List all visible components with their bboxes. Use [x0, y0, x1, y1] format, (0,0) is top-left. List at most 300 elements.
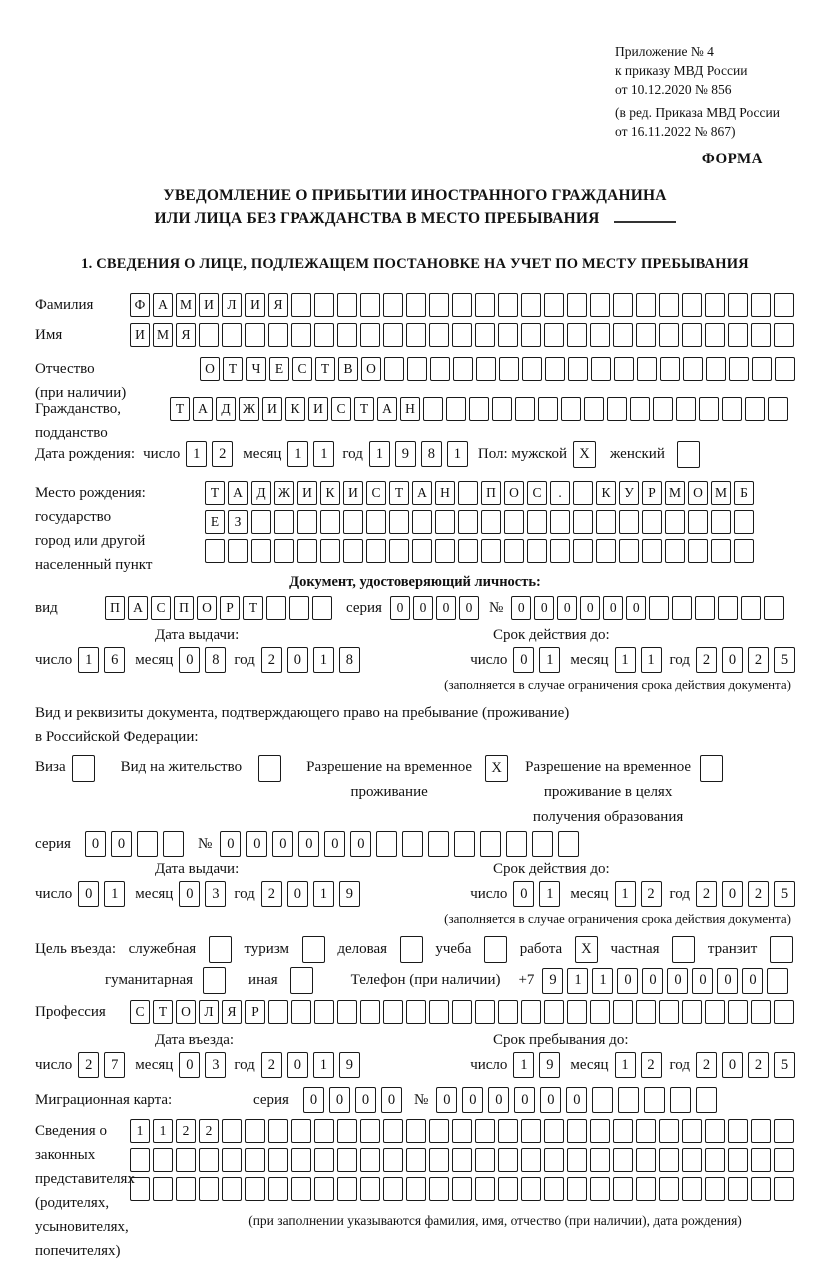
digit-cell[interactable]: 1 — [104, 881, 125, 907]
digit-cell[interactable]: 1 — [641, 647, 662, 673]
char-cell[interactable] — [521, 323, 541, 347]
char-cell[interactable] — [475, 293, 495, 317]
digit-cell[interactable]: 0 — [514, 1087, 535, 1113]
digit-cell[interactable]: 0 — [722, 1052, 743, 1078]
char-cell[interactable] — [728, 1148, 748, 1172]
char-cell[interactable] — [337, 1148, 357, 1172]
digit-cell[interactable]: 0 — [742, 968, 763, 994]
char-cell[interactable] — [768, 397, 788, 421]
char-cell[interactable]: З — [228, 510, 248, 534]
char-cell[interactable] — [469, 397, 489, 421]
char-cell[interactable]: А — [128, 596, 148, 620]
digit-cell[interactable]: 0 — [298, 831, 319, 857]
char-cell[interactable]: М — [153, 323, 173, 347]
char-cell[interactable] — [406, 293, 426, 317]
char-cell[interactable]: Т — [315, 357, 335, 381]
digit-cell[interactable]: 0 — [78, 881, 99, 907]
digit-cell[interactable] — [402, 831, 423, 857]
digit-cell[interactable]: 8 — [205, 647, 226, 673]
char-cell[interactable] — [384, 357, 404, 381]
char-cell[interactable] — [515, 397, 535, 421]
char-cell[interactable] — [683, 357, 703, 381]
char-cell[interactable] — [544, 323, 564, 347]
char-cell[interactable] — [452, 293, 472, 317]
char-cell[interactable] — [314, 1148, 334, 1172]
digit-cell[interactable]: 0 — [220, 831, 241, 857]
digit-cell[interactable]: 1 — [513, 1052, 534, 1078]
char-cell[interactable] — [573, 510, 593, 534]
char-cell[interactable] — [452, 1000, 472, 1024]
digit-cell[interactable] — [670, 1087, 691, 1113]
char-cell[interactable]: Ж — [274, 481, 294, 505]
char-cell[interactable] — [222, 1119, 242, 1143]
digit-cell[interactable]: 0 — [540, 1087, 561, 1113]
char-cell[interactable] — [636, 1177, 656, 1201]
digit-cell[interactable]: 3 — [205, 1052, 226, 1078]
char-cell[interactable]: А — [153, 293, 173, 317]
char-cell[interactable] — [320, 539, 340, 563]
char-cell[interactable] — [297, 510, 317, 534]
char-cell[interactable] — [613, 1000, 633, 1024]
char-cell[interactable] — [498, 1148, 518, 1172]
char-cell[interactable] — [406, 323, 426, 347]
char-cell[interactable]: 0 — [459, 596, 479, 620]
char-cell[interactable] — [492, 397, 512, 421]
char-cell[interactable] — [291, 1119, 311, 1143]
char-cell[interactable] — [590, 1148, 610, 1172]
char-cell[interactable]: . — [550, 481, 570, 505]
char-cell[interactable]: О — [176, 1000, 196, 1024]
char-cell[interactable] — [274, 539, 294, 563]
digit-cell[interactable]: 0 — [287, 1052, 308, 1078]
char-cell[interactable] — [550, 539, 570, 563]
digit-cell[interactable]: 1 — [313, 441, 334, 467]
digit-cell[interactable]: 0 — [355, 1087, 376, 1113]
char-cell[interactable] — [613, 293, 633, 317]
char-cell[interactable] — [504, 539, 524, 563]
char-cell[interactable] — [407, 357, 427, 381]
digit-cell[interactable]: 7 — [104, 1052, 125, 1078]
digit-cell[interactable]: 6 — [104, 647, 125, 673]
char-cell[interactable] — [705, 1177, 725, 1201]
char-cell[interactable] — [360, 293, 380, 317]
char-cell[interactable] — [636, 1148, 656, 1172]
char-cell[interactable] — [476, 357, 496, 381]
char-cell[interactable] — [682, 293, 702, 317]
purpose-work-checkbox[interactable]: X — [575, 936, 598, 963]
digit-cell[interactable] — [163, 831, 184, 857]
char-cell[interactable]: 0 — [390, 596, 410, 620]
residence-permit-checkbox[interactable] — [258, 755, 281, 782]
char-cell[interactable] — [320, 510, 340, 534]
digit-cell[interactable]: 1 — [313, 881, 334, 907]
char-cell[interactable] — [734, 539, 754, 563]
char-cell[interactable] — [274, 510, 294, 534]
char-cell[interactable] — [314, 1000, 334, 1024]
char-cell[interactable] — [734, 510, 754, 534]
char-cell[interactable] — [590, 1177, 610, 1201]
digit-cell[interactable]: 2 — [261, 881, 282, 907]
char-cell[interactable] — [521, 1000, 541, 1024]
char-cell[interactable] — [205, 539, 225, 563]
char-cell[interactable] — [636, 1119, 656, 1143]
char-cell[interactable] — [245, 1119, 265, 1143]
digit-cell[interactable]: 2 — [212, 441, 233, 467]
char-cell[interactable]: 2 — [176, 1119, 196, 1143]
digit-cell[interactable]: 1 — [615, 1052, 636, 1078]
char-cell[interactable] — [406, 1148, 426, 1172]
char-cell[interactable] — [774, 1119, 794, 1143]
char-cell[interactable]: Р — [220, 596, 240, 620]
char-cell[interactable] — [619, 510, 639, 534]
purpose-humanitarian-checkbox[interactable] — [203, 967, 226, 994]
char-cell[interactable]: 2 — [199, 1119, 219, 1143]
char-cell[interactable] — [314, 1119, 334, 1143]
digit-cell[interactable]: 1 — [313, 647, 334, 673]
char-cell[interactable] — [682, 1148, 702, 1172]
char-cell[interactable] — [245, 1148, 265, 1172]
purpose-transit-checkbox[interactable] — [770, 936, 793, 963]
char-cell[interactable]: Р — [245, 1000, 265, 1024]
purpose-official-checkbox[interactable] — [209, 936, 232, 963]
char-cell[interactable] — [475, 1177, 495, 1201]
char-cell[interactable] — [383, 323, 403, 347]
digit-cell[interactable]: 0 — [329, 1087, 350, 1113]
char-cell[interactable]: 0 — [580, 596, 600, 620]
char-cell[interactable] — [521, 1177, 541, 1201]
char-cell[interactable] — [637, 357, 657, 381]
digit-cell[interactable]: 0 — [287, 647, 308, 673]
digit-cell[interactable]: 1 — [567, 968, 588, 994]
char-cell[interactable] — [544, 293, 564, 317]
char-cell[interactable] — [653, 397, 673, 421]
char-cell[interactable]: Н — [435, 481, 455, 505]
char-cell[interactable] — [446, 397, 466, 421]
char-cell[interactable] — [199, 1177, 219, 1201]
digit-cell[interactable]: 3 — [205, 881, 226, 907]
char-cell[interactable] — [521, 1119, 541, 1143]
char-cell[interactable] — [613, 1148, 633, 1172]
digit-cell[interactable]: 0 — [179, 881, 200, 907]
purpose-private-checkbox[interactable] — [672, 936, 695, 963]
char-cell[interactable]: Т — [153, 1000, 173, 1024]
purpose-business-checkbox[interactable] — [400, 936, 423, 963]
char-cell[interactable] — [705, 1000, 725, 1024]
char-cell[interactable] — [544, 1000, 564, 1024]
char-cell[interactable] — [130, 1177, 150, 1201]
char-cell[interactable] — [728, 1000, 748, 1024]
char-cell[interactable] — [153, 1148, 173, 1172]
char-cell[interactable]: С — [292, 357, 312, 381]
char-cell[interactable] — [614, 357, 634, 381]
char-cell[interactable] — [498, 1119, 518, 1143]
char-cell[interactable]: А — [228, 481, 248, 505]
digit-cell[interactable]: 1 — [186, 441, 207, 467]
char-cell[interactable] — [268, 323, 288, 347]
digit-cell[interactable]: 2 — [696, 881, 717, 907]
digit-cell[interactable]: 2 — [641, 1052, 662, 1078]
char-cell[interactable] — [383, 1119, 403, 1143]
char-cell[interactable] — [590, 1000, 610, 1024]
char-cell[interactable] — [521, 1148, 541, 1172]
char-cell[interactable] — [429, 1177, 449, 1201]
char-cell[interactable]: А — [193, 397, 213, 421]
char-cell[interactable] — [337, 323, 357, 347]
char-cell[interactable]: О — [197, 596, 217, 620]
char-cell[interactable] — [705, 1148, 725, 1172]
char-cell[interactable] — [665, 510, 685, 534]
char-cell[interactable] — [360, 1177, 380, 1201]
char-cell[interactable] — [245, 323, 265, 347]
char-cell[interactable] — [728, 1119, 748, 1143]
char-cell[interactable] — [561, 397, 581, 421]
char-cell[interactable] — [711, 539, 731, 563]
char-cell[interactable] — [751, 1119, 771, 1143]
digit-cell[interactable] — [592, 1087, 613, 1113]
digit-cell[interactable]: 0 — [722, 881, 743, 907]
char-cell[interactable] — [688, 539, 708, 563]
char-cell[interactable] — [728, 293, 748, 317]
digit-cell[interactable]: 1 — [592, 968, 613, 994]
char-cell[interactable] — [660, 357, 680, 381]
char-cell[interactable]: С — [331, 397, 351, 421]
char-cell[interactable] — [297, 539, 317, 563]
char-cell[interactable] — [366, 510, 386, 534]
char-cell[interactable] — [452, 1148, 472, 1172]
char-cell[interactable] — [429, 1148, 449, 1172]
char-cell[interactable]: И — [308, 397, 328, 421]
char-cell[interactable] — [695, 596, 715, 620]
char-cell[interactable] — [682, 1000, 702, 1024]
char-cell[interactable]: Ж — [239, 397, 259, 421]
char-cell[interactable] — [567, 1119, 587, 1143]
char-cell[interactable]: 0 — [626, 596, 646, 620]
digit-cell[interactable]: 0 — [85, 831, 106, 857]
char-cell[interactable] — [584, 397, 604, 421]
digit-cell[interactable]: 5 — [774, 881, 795, 907]
char-cell[interactable] — [573, 539, 593, 563]
char-cell[interactable] — [337, 1000, 357, 1024]
char-cell[interactable] — [314, 293, 334, 317]
char-cell[interactable] — [458, 481, 478, 505]
visa-checkbox[interactable] — [72, 755, 95, 782]
char-cell[interactable] — [774, 293, 794, 317]
digit-cell[interactable]: 2 — [261, 1052, 282, 1078]
digit-cell[interactable]: 9 — [542, 968, 563, 994]
temp-residence-checkbox[interactable]: X — [485, 755, 508, 782]
temp-residence-education-checkbox[interactable] — [700, 755, 723, 782]
char-cell[interactable] — [613, 323, 633, 347]
digit-cell[interactable]: 0 — [722, 647, 743, 673]
char-cell[interactable]: О — [200, 357, 220, 381]
digit-cell[interactable]: 1 — [78, 647, 99, 673]
char-cell[interactable] — [412, 539, 432, 563]
char-cell[interactable] — [498, 323, 518, 347]
char-cell[interactable] — [550, 510, 570, 534]
char-cell[interactable]: Е — [205, 510, 225, 534]
char-cell[interactable] — [360, 1119, 380, 1143]
char-cell[interactable] — [360, 1148, 380, 1172]
char-cell[interactable] — [613, 1177, 633, 1201]
char-cell[interactable] — [659, 1119, 679, 1143]
digit-cell[interactable]: 0 — [246, 831, 267, 857]
char-cell[interactable] — [567, 1148, 587, 1172]
char-cell[interactable]: И — [343, 481, 363, 505]
char-cell[interactable]: К — [320, 481, 340, 505]
char-cell[interactable]: 0 — [413, 596, 433, 620]
char-cell[interactable]: П — [174, 596, 194, 620]
char-cell[interactable] — [268, 1177, 288, 1201]
char-cell[interactable]: К — [596, 481, 616, 505]
digit-cell[interactable]: 0 — [287, 881, 308, 907]
digit-cell[interactable]: 1 — [313, 1052, 334, 1078]
char-cell[interactable]: П — [105, 596, 125, 620]
char-cell[interactable] — [751, 1148, 771, 1172]
char-cell[interactable] — [343, 510, 363, 534]
char-cell[interactable]: И — [130, 323, 150, 347]
char-cell[interactable] — [458, 510, 478, 534]
digit-cell[interactable]: 2 — [261, 647, 282, 673]
char-cell[interactable] — [636, 293, 656, 317]
digit-cell[interactable]: 9 — [339, 1052, 360, 1078]
digit-cell[interactable]: 9 — [539, 1052, 560, 1078]
char-cell[interactable] — [527, 539, 547, 563]
digit-cell[interactable]: 2 — [748, 881, 769, 907]
char-cell[interactable] — [406, 1000, 426, 1024]
char-cell[interactable] — [222, 1148, 242, 1172]
char-cell[interactable] — [222, 323, 242, 347]
char-cell[interactable] — [567, 323, 587, 347]
char-cell[interactable] — [429, 293, 449, 317]
char-cell[interactable] — [718, 596, 738, 620]
digit-cell[interactable] — [428, 831, 449, 857]
char-cell[interactable]: Т — [354, 397, 374, 421]
sex-male-checkbox[interactable]: X — [573, 441, 596, 468]
char-cell[interactable] — [268, 1148, 288, 1172]
char-cell[interactable] — [291, 1000, 311, 1024]
digit-cell[interactable]: 1 — [615, 881, 636, 907]
purpose-tourism-checkbox[interactable] — [302, 936, 325, 963]
char-cell[interactable] — [659, 293, 679, 317]
digit-cell[interactable]: 0 — [324, 831, 345, 857]
char-cell[interactable] — [596, 539, 616, 563]
char-cell[interactable] — [423, 397, 443, 421]
digit-cell[interactable]: 2 — [748, 647, 769, 673]
char-cell[interactable] — [676, 397, 696, 421]
char-cell[interactable] — [452, 323, 472, 347]
digit-cell[interactable]: 0 — [436, 1087, 457, 1113]
digit-cell[interactable]: 0 — [566, 1087, 587, 1113]
char-cell[interactable] — [130, 1148, 150, 1172]
char-cell[interactable] — [452, 1177, 472, 1201]
char-cell[interactable] — [406, 1119, 426, 1143]
char-cell[interactable]: Ч — [246, 357, 266, 381]
char-cell[interactable] — [665, 539, 685, 563]
char-cell[interactable] — [435, 510, 455, 534]
char-cell[interactable]: М — [665, 481, 685, 505]
digit-cell[interactable]: 0 — [642, 968, 663, 994]
digit-cell[interactable] — [532, 831, 553, 857]
char-cell[interactable] — [360, 323, 380, 347]
char-cell[interactable] — [729, 357, 749, 381]
purpose-study-checkbox[interactable] — [484, 936, 507, 963]
char-cell[interactable] — [475, 1148, 495, 1172]
digit-cell[interactable]: 1 — [539, 647, 560, 673]
digit-cell[interactable]: 0 — [513, 647, 534, 673]
char-cell[interactable] — [337, 1119, 357, 1143]
char-cell[interactable] — [630, 397, 650, 421]
char-cell[interactable]: Я — [222, 1000, 242, 1024]
digit-cell[interactable]: 0 — [272, 831, 293, 857]
char-cell[interactable] — [774, 1177, 794, 1201]
digit-cell[interactable] — [376, 831, 397, 857]
digit-cell[interactable]: 1 — [369, 441, 390, 467]
char-cell[interactable] — [682, 323, 702, 347]
char-cell[interactable] — [228, 539, 248, 563]
digit-cell[interactable] — [454, 831, 475, 857]
char-cell[interactable] — [659, 323, 679, 347]
char-cell[interactable] — [314, 323, 334, 347]
char-cell[interactable] — [774, 1148, 794, 1172]
digit-cell[interactable]: 8 — [339, 647, 360, 673]
char-cell[interactable] — [590, 293, 610, 317]
char-cell[interactable]: О — [361, 357, 381, 381]
char-cell[interactable] — [453, 357, 473, 381]
char-cell[interactable] — [522, 357, 542, 381]
char-cell[interactable]: Л — [222, 293, 242, 317]
char-cell[interactable] — [636, 1000, 656, 1024]
digit-cell[interactable]: 0 — [303, 1087, 324, 1113]
char-cell[interactable] — [590, 323, 610, 347]
char-cell[interactable]: М — [711, 481, 731, 505]
char-cell[interactable] — [636, 323, 656, 347]
digit-cell[interactable] — [558, 831, 579, 857]
char-cell[interactable]: А — [412, 481, 432, 505]
char-cell[interactable] — [429, 323, 449, 347]
digit-cell[interactable]: 0 — [179, 647, 200, 673]
char-cell[interactable] — [452, 1119, 472, 1143]
char-cell[interactable] — [498, 1000, 518, 1024]
char-cell[interactable] — [538, 397, 558, 421]
char-cell[interactable] — [705, 323, 725, 347]
digit-cell[interactable]: 2 — [696, 647, 717, 673]
digit-cell[interactable]: 5 — [774, 647, 795, 673]
char-cell[interactable]: 0 — [511, 596, 531, 620]
char-cell[interactable]: Т — [223, 357, 243, 381]
char-cell[interactable] — [383, 1148, 403, 1172]
char-cell[interactable] — [745, 397, 765, 421]
digit-cell[interactable]: 2 — [696, 1052, 717, 1078]
char-cell[interactable] — [741, 596, 761, 620]
char-cell[interactable]: Я — [176, 323, 196, 347]
char-cell[interactable] — [383, 1177, 403, 1201]
char-cell[interactable] — [672, 596, 692, 620]
char-cell[interactable] — [722, 397, 742, 421]
digit-cell[interactable]: 0 — [111, 831, 132, 857]
char-cell[interactable] — [775, 357, 795, 381]
char-cell[interactable]: В — [338, 357, 358, 381]
char-cell[interactable] — [475, 1119, 495, 1143]
char-cell[interactable] — [596, 510, 616, 534]
char-cell[interactable]: Т — [170, 397, 190, 421]
char-cell[interactable]: П — [481, 481, 501, 505]
char-cell[interactable]: Д — [251, 481, 271, 505]
digit-cell[interactable]: 2 — [78, 1052, 99, 1078]
char-cell[interactable] — [435, 539, 455, 563]
char-cell[interactable] — [406, 1177, 426, 1201]
char-cell[interactable] — [591, 357, 611, 381]
char-cell[interactable] — [499, 357, 519, 381]
